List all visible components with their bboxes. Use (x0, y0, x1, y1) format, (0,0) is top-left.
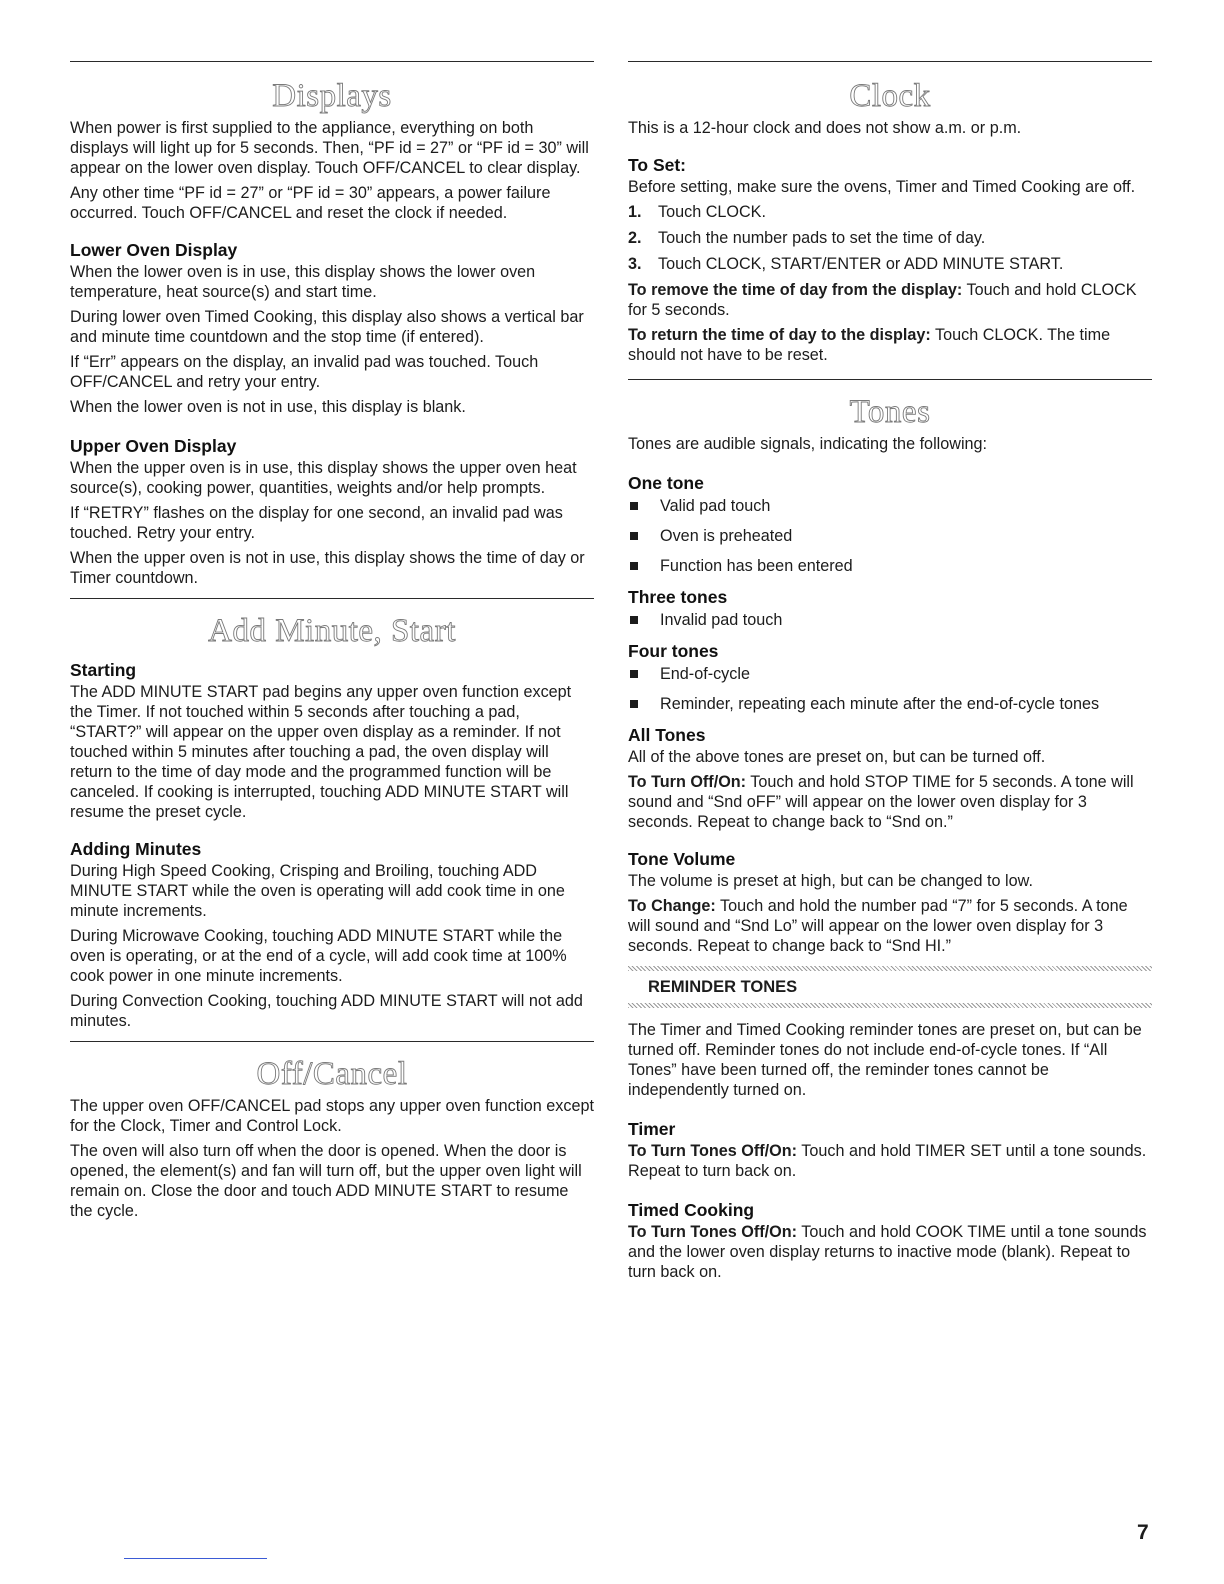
starting-heading: Starting (70, 660, 137, 680)
section-divider (70, 61, 594, 62)
bullet-icon (630, 616, 638, 624)
four-tones-heading: Four tones (628, 641, 719, 661)
bullet-icon (630, 562, 638, 570)
one-tone-list (628, 496, 1152, 576)
list-item (628, 526, 1152, 546)
item-text: End-of-cycle (660, 665, 750, 683)
paragraph: If “Err” appears on the display, an invalid pad was touched. Touch OFF/CANCEL and retry your entry. (70, 353, 539, 391)
bullet-icon (630, 502, 638, 510)
lead-in: To Turn Tones Off/On: (628, 1223, 798, 1241)
paragraph: This is a 12-hour clock and does not show a.m. or p.m. (628, 119, 1022, 137)
section-divider (628, 379, 1152, 380)
item-text: Valid pad touch (660, 497, 771, 515)
item-text: Function has been entered (660, 557, 853, 575)
adding-minutes-heading: Adding Minutes (70, 839, 202, 859)
paragraph: The ADD MINUTE START pad begins any upper oven function except the Timer. If not touched within 5 seconds after touching a pad, “START?” will appear on the upper oven display as a reminder. If not touched within 5 minutes after touching a pad, the oven display will return to the time of day mode and the programmed function will be canceled. If cooking is interrupted, touching ADD MINUTE START will resume the preset cycle. (70, 683, 572, 821)
paragraph: When the lower oven is not in use, this display is blank. (70, 398, 466, 416)
hatched-divider (628, 1003, 1152, 1008)
all-tones-heading: All Tones (628, 725, 706, 745)
clock-steps (628, 202, 1152, 274)
section-divider (70, 1041, 594, 1042)
paragraph: During Convection Cooking, touching ADD MINUTE START will not add minutes. (70, 992, 583, 1030)
one-tone-heading: One tone (628, 473, 704, 493)
lead-in: To remove the time of day from the display: (628, 281, 963, 299)
paragraph: All of the above tones are preset on, but can be turned off. (628, 748, 1046, 766)
list-item (628, 202, 1152, 222)
step-number: 1. (628, 203, 642, 221)
tones-title: Tones (849, 394, 931, 430)
footer-rule (124, 1558, 267, 1559)
list-item (628, 664, 1152, 684)
paragraph: When the upper oven is not in use, this display shows the time of day or Timer countdown. (70, 549, 585, 587)
lead-in: To Turn Off/On: (628, 773, 747, 791)
reminder-tones-title: REMINDER TONES (648, 978, 798, 996)
right-column (628, 61, 1152, 1287)
clock-title: Clock (849, 78, 931, 114)
lead-in: To Change: (628, 897, 716, 915)
item-text: Invalid pad touch (660, 611, 783, 629)
step-text: Touch CLOCK. (658, 203, 766, 221)
list-item (628, 254, 1152, 274)
paragraph (628, 1141, 1152, 1181)
page-number: 7 (1137, 1521, 1149, 1544)
paragraph: If “RETRY” flashes on the display for one second, an invalid pad was touched. Retry your entry. (70, 504, 563, 542)
section-divider (70, 598, 594, 599)
lead-in: To return the time of day to the display: (628, 326, 931, 344)
body-text: Touch CLOCK. The time should not have to be reset. (628, 326, 1111, 364)
lower-oven-display-heading: Lower Oven Display (70, 240, 238, 260)
four-tones-list (628, 664, 1152, 714)
paragraph: Any other time “PF id = 27” or “PF id = 30” appears, a power failure occurred. Touch OFF/CANCEL and reset the clock if needed. (70, 184, 551, 222)
list-item (628, 556, 1152, 576)
displays-title: Displays (272, 78, 392, 114)
paragraph: Before setting, make sure the ovens, Timer and Timed Cooking are off. (628, 178, 1136, 196)
paragraph: During High Speed Cooking, Crisping and Broiling, touching ADD MINUTE START while the oven is operating will add cook time in one minute increments. (70, 862, 565, 920)
body-text: Touch and hold CLOCK for 5 seconds. (628, 281, 1137, 319)
paragraph (628, 896, 1152, 956)
body-text: Touch and hold the number pad “7” for 5 seconds. A tone will sound and “Snd Lo” will appear on the lower oven display for 3 seconds. Repeat to change back to “Snd HI.” (628, 897, 1128, 955)
lead-in: To Turn Tones Off/On: (628, 1142, 798, 1160)
list-item (628, 496, 1152, 516)
paragraph: When the lower oven is in use, this display shows the lower oven temperature, heat source(s) and start time. (70, 263, 536, 301)
body-text: Touch and hold TIMER SET until a tone sounds. Repeat to turn back on. (628, 1142, 1147, 1180)
hatched-divider (628, 966, 1152, 971)
paragraph: When the upper oven is in use, this display shows the upper oven heat source(s), cooking power, quantities, weights and/or help prompts. (70, 459, 577, 497)
body-text: Touch and hold COOK TIME until a tone sounds and the lower oven display returns to inactive mode (blank). Repeat to turn back on. (628, 1223, 1147, 1281)
step-number: 3. (628, 255, 642, 273)
paragraph: The Timer and Timed Cooking reminder tones are preset on, but can be turned off. Reminder tones do not include end-of-cycle tones. If “All Tones” have been turned off, the reminder tones cannot be independently turned on. (628, 1021, 1142, 1099)
paragraph (628, 1222, 1152, 1282)
paragraph: When power is first supplied to the appliance, everything on both displays will light up for 5 seconds. Then, “PF id = 27” or “PF id = 30” will appear on the lower oven display. Touch OFF/CANCEL to clear display. (70, 119, 589, 177)
left-column (70, 61, 594, 1226)
paragraph (628, 280, 1152, 320)
bullet-icon (630, 532, 638, 540)
step-number: 2. (628, 229, 642, 247)
paragraph (628, 772, 1152, 832)
paragraph: During Microwave Cooking, touching ADD MINUTE START while the oven is operating, or at the end of a cycle, will add cook time at 100% cook power in one minute increments. (70, 927, 567, 985)
section-divider (628, 61, 1152, 62)
timer-heading: Timer (628, 1119, 676, 1139)
upper-oven-display-heading: Upper Oven Display (70, 436, 237, 456)
paragraph: The oven will also turn off when the door is opened. When the door is opened, the element(s) and fan will turn off, but the upper oven light will remain on. Close the door and touch ADD MINUTE START to resume the cycle. (70, 1142, 582, 1220)
paragraph: The volume is preset at high, but can be changed to low. (628, 872, 1033, 890)
to-set-heading: To Set: (628, 155, 687, 175)
list-item (628, 228, 1152, 248)
step-text: Touch the number pads to set the time of day. (658, 229, 986, 247)
paragraph: During lower oven Timed Cooking, this display also shows a vertical bar and minute time countdown and the stop time (if entered). (70, 308, 584, 346)
item-text: Reminder, repeating each minute after the end-of-cycle tones (660, 695, 1100, 713)
item-text: Oven is preheated (660, 527, 793, 545)
add-minute-start-title: Add Minute, Start (208, 613, 456, 649)
bullet-icon (630, 670, 638, 678)
three-tones-heading: Three tones (628, 587, 728, 607)
step-text: Touch CLOCK, START/ENTER or ADD MINUTE START. (658, 255, 1064, 273)
body-text: Touch and hold STOP TIME for 5 seconds. A tone will sound and “Snd oFF” will appear on the lower oven display for 3 seconds. Repeat to change back to “Snd on.” (628, 773, 1134, 831)
list-item (628, 610, 1152, 630)
off-cancel-title: Off/Cancel (256, 1056, 408, 1092)
bullet-icon (630, 700, 638, 708)
paragraph: Tones are audible signals, indicating the following: (628, 435, 988, 453)
paragraph: The upper oven OFF/CANCEL pad stops any upper oven function except for the Clock, Timer and Control Lock. (70, 1097, 594, 1135)
list-item (628, 694, 1152, 714)
timed-cooking-heading: Timed Cooking (628, 1200, 755, 1220)
three-tones-list (628, 610, 1152, 630)
paragraph (628, 325, 1152, 365)
tone-volume-heading: Tone Volume (628, 849, 736, 869)
